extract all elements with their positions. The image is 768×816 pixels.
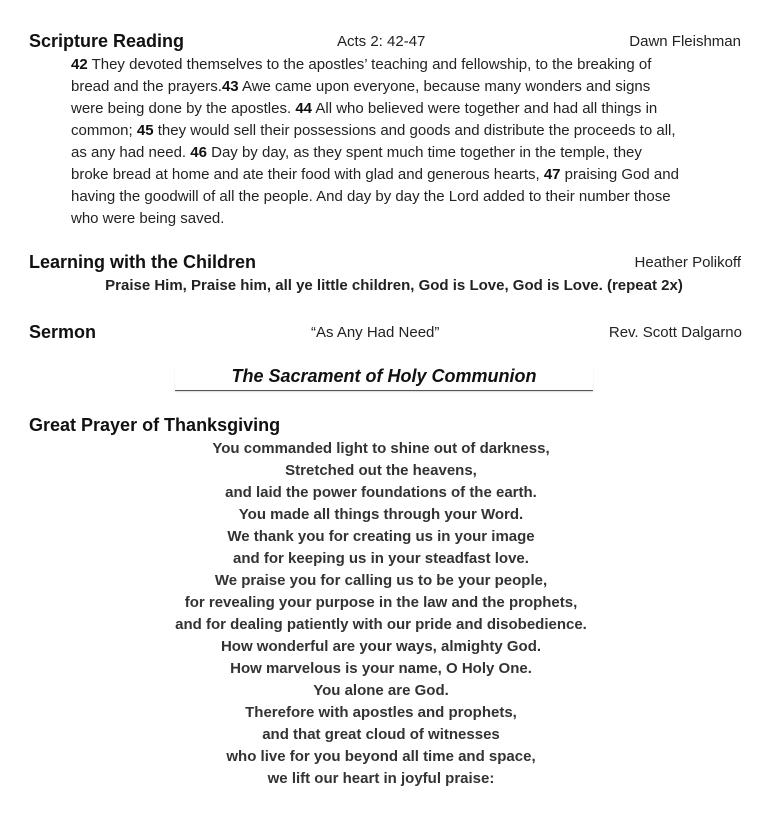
verse-number: 45: [136, 122, 154, 139]
prayer-heading: Great Prayer of Thanksgiving: [29, 415, 281, 435]
prayer-line: who live for you beyond all time and space,: [226, 748, 536, 765]
prayer-line: We thank you for creating us in your image: [227, 528, 535, 545]
prayer-line: How wonderful are your ways, almighty God.: [220, 638, 542, 655]
sacrament-title: The Sacrament of Holy Communion: [175, 366, 593, 391]
scripture-reader: Dawn Fleishman: [629, 33, 741, 50]
children-header-row: [29, 252, 741, 276]
verse-text: they would sell their possessions and goods and distribute the proceeds to all, as any had need.: [71, 122, 676, 161]
prayer-line: we lift our heart in joyful praise:: [267, 770, 495, 787]
prayer-line: and laid the power foundations of the earth.: [225, 484, 537, 501]
verse-number: 43: [221, 78, 239, 95]
prayer-line: and that great cloud of witnesses: [262, 726, 500, 743]
prayer-line: and for dealing patiently with our pride and disobedience.: [175, 616, 587, 633]
verse-text: They devoted themselves to the apostles’ teaching and fellowship, to the breaking of bread and the prayers.: [71, 56, 652, 95]
prayer-line: How marvelous is your name, O Holy One.: [230, 660, 532, 677]
verse-text: All who believed were together and had all things in common;: [71, 100, 658, 139]
sermon-preacher: Rev. Scott Dalgarno: [608, 324, 742, 341]
children-heading: Learning with the Children: [29, 252, 257, 272]
verse-text: Day by day, as they spent much time together in the temple, they broke bread at home and ate their food with glad and generous hearts,: [71, 144, 642, 183]
verse-text: praising God and having the goodwill of all the people. And day by day the Lord added to their number those who were being saved.: [71, 166, 679, 227]
prayer-line: We praise you for calling us to be your people,: [214, 572, 548, 589]
verse-number: 42: [71, 56, 88, 73]
prayer-line: You commanded light to shine out of darkness,: [212, 440, 550, 457]
scripture-reference: Acts 2: 42-47: [337, 33, 426, 50]
scripture-header-row: [29, 31, 741, 55]
prayer-line: Stretched out the heavens,: [285, 462, 477, 479]
prayer-line: for revealing your purpose in the law and the prophets,: [184, 594, 578, 611]
scripture-heading: Scripture Reading: [29, 31, 185, 51]
sermon-header-row: [29, 322, 742, 346]
prayer-line: and for keeping us in your steadfast love.: [233, 550, 529, 567]
sermon-title: “As Any Had Need”: [311, 324, 440, 341]
prayer-line: You made all things through your Word.: [238, 506, 524, 523]
prayer-line: Therefore with apostles and prophets,: [245, 704, 517, 721]
sermon-heading: Sermon: [29, 322, 97, 342]
prayer-line: You alone are God.: [313, 682, 449, 699]
verse-number: 47: [543, 166, 561, 183]
scripture-passage: [71, 54, 683, 230]
prayer-text: [0, 438, 762, 790]
prayer-header-row: [29, 415, 741, 439]
verse-text: Awe came upon everyone, because many wonders and signs were being done by the apostles.: [71, 78, 651, 117]
verse-number: 44: [295, 100, 313, 117]
children-song: Praise Him, Praise him, all ye little children, God is Love, God is Love. (repeat 2x): [105, 277, 683, 294]
verse-number: 46: [190, 144, 207, 161]
children-leader: Heather Polikoff: [634, 254, 741, 271]
